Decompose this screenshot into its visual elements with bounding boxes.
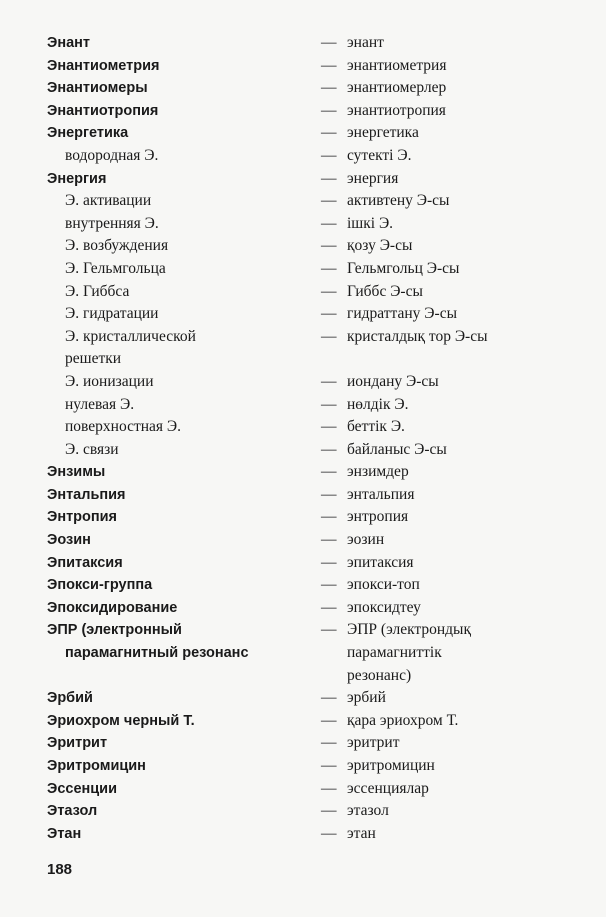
entry-dash: — bbox=[321, 169, 337, 187]
dictionary-entry bbox=[47, 778, 587, 801]
entry-dash: — bbox=[321, 146, 337, 164]
dictionary-entry bbox=[47, 597, 587, 620]
entry-translation: энергия bbox=[347, 169, 399, 187]
entry-translation: этазол bbox=[347, 802, 389, 820]
entry-term: Э. Гиббса bbox=[65, 282, 130, 300]
entry-translation: гидраттану Э-сы bbox=[347, 305, 457, 323]
dictionary-entry bbox=[47, 823, 587, 846]
dictionary-entry bbox=[47, 574, 587, 597]
dictionary-entry bbox=[47, 281, 587, 304]
entry-dash: — bbox=[321, 711, 337, 729]
page-number: 188 bbox=[47, 861, 73, 878]
dictionary-entry bbox=[47, 732, 587, 755]
entry-dash: — bbox=[321, 395, 337, 413]
entry-term: Эпоксидирование bbox=[47, 599, 178, 616]
dictionary-entry bbox=[47, 77, 587, 100]
entry-translation: активтену Э-сы bbox=[347, 192, 450, 210]
entry-dash: — bbox=[321, 418, 337, 436]
entry-term: Энтальпия bbox=[47, 486, 126, 503]
entry-dash: — bbox=[321, 734, 337, 752]
entry-term: Эриохром черный Т. bbox=[47, 712, 195, 729]
entry-dash: — bbox=[321, 237, 337, 255]
dictionary-entry bbox=[47, 484, 587, 507]
entry-term: Энантиомеры bbox=[47, 80, 148, 97]
entry-translation: ЭПР (электрондық bbox=[347, 621, 471, 639]
dictionary-entry bbox=[47, 55, 587, 78]
entry-dash: — bbox=[321, 259, 337, 277]
entry-term: Энергия bbox=[47, 170, 107, 187]
entry-dash: — bbox=[321, 463, 337, 481]
entry-dash: — bbox=[321, 531, 337, 549]
entry-term: Этан bbox=[47, 825, 82, 842]
entry-translation: Гиббс Э-сы bbox=[347, 282, 423, 300]
entry-translation: эритрит bbox=[347, 734, 400, 752]
dictionary-entry bbox=[47, 439, 587, 462]
entry-term: Этазол bbox=[47, 803, 98, 820]
entry-dash: — bbox=[321, 824, 337, 842]
entry-translation: кристалдық тор Э-сы bbox=[347, 327, 488, 345]
entry-dash: — bbox=[321, 598, 337, 616]
entry-term: поверхностная Э. bbox=[65, 418, 182, 436]
dictionary-entry bbox=[47, 416, 587, 439]
entry-term: Энант bbox=[47, 35, 90, 51]
entry-term: Э. активации bbox=[65, 192, 152, 210]
entry-dash: — bbox=[321, 192, 337, 210]
dictionary-entry bbox=[47, 213, 587, 236]
dictionary-entry bbox=[47, 371, 587, 394]
entry-translation: энергетика bbox=[347, 124, 419, 142]
entry-term: Энтропия bbox=[47, 509, 118, 526]
entry-dash: — bbox=[321, 34, 337, 51]
entry-dash: — bbox=[321, 56, 337, 74]
entry-dash: — bbox=[321, 305, 337, 323]
entry-term: Э. возбуждения bbox=[65, 237, 169, 255]
entry-term: Э. Гельмгольца bbox=[65, 259, 166, 277]
dictionary-entry bbox=[47, 642, 587, 665]
entry-translation: қара эриохром Т. bbox=[347, 711, 459, 729]
dictionary-entry bbox=[47, 122, 587, 145]
entry-translation: иондану Э-сы bbox=[347, 372, 439, 390]
dictionary-entry bbox=[47, 529, 587, 552]
entry-translation: ішкі Э. bbox=[347, 214, 394, 232]
entry-dash: — bbox=[321, 124, 337, 142]
dictionary-entry bbox=[47, 348, 587, 371]
dictionary-entry bbox=[47, 665, 587, 688]
entry-term: решетки bbox=[65, 350, 122, 368]
entry-dash: — bbox=[321, 779, 337, 797]
dictionary-entry bbox=[47, 190, 587, 213]
entry-term: внутренняя Э. bbox=[65, 214, 159, 232]
dictionary-entry bbox=[47, 100, 587, 123]
entry-translation: резонанс) bbox=[347, 666, 412, 684]
entry-dash: — bbox=[321, 508, 337, 526]
entry-translation: қозу Э-сы bbox=[347, 237, 413, 255]
entry-translation: энантиометрия bbox=[347, 56, 447, 74]
entry-dash: — bbox=[321, 79, 337, 97]
entry-translation: беттік Э. bbox=[347, 418, 405, 436]
dictionary-entry bbox=[47, 506, 587, 529]
entry-translation: парамагниттік bbox=[347, 644, 442, 662]
entry-translation: эрбий bbox=[347, 689, 386, 707]
entry-translation: энант bbox=[347, 34, 384, 51]
entry-term: Э. кристаллической bbox=[65, 327, 196, 345]
dictionary-entry bbox=[47, 303, 587, 326]
dictionary-entry bbox=[47, 32, 587, 55]
entry-dash: — bbox=[321, 485, 337, 503]
entry-term: Эссенции bbox=[47, 780, 118, 797]
entry-term: Эпитаксия bbox=[47, 554, 123, 571]
entry-translation: нөлдік Э. bbox=[347, 395, 409, 413]
entry-term: Энантиометрия bbox=[47, 57, 160, 74]
entry-dash: — bbox=[321, 372, 337, 390]
entry-translation: эпоксидтеу bbox=[347, 598, 421, 616]
dictionary-entry bbox=[47, 461, 587, 484]
entry-dash: — bbox=[321, 101, 337, 119]
entry-term: парамагнитный резонанс bbox=[65, 645, 249, 662]
entry-translation: энзимдер bbox=[347, 463, 409, 481]
dictionary-entry bbox=[47, 394, 587, 417]
entry-translation: эссенциялар bbox=[347, 779, 429, 797]
entry-term: Эритромицин bbox=[47, 758, 146, 774]
entry-translation: сутекті Э. bbox=[347, 146, 412, 164]
dictionary-entry bbox=[47, 235, 587, 258]
entry-term: Эозин bbox=[47, 532, 91, 549]
entry-dash: — bbox=[321, 553, 337, 571]
dictionary-entry bbox=[47, 619, 587, 642]
entry-translation: энтропия bbox=[347, 508, 409, 526]
dictionary-entry bbox=[47, 687, 587, 710]
entry-translation: Гельмгольц Э-сы bbox=[347, 259, 460, 277]
entry-translation: байланыс Э-сы bbox=[347, 440, 447, 458]
entry-term: Энзимы bbox=[47, 464, 106, 481]
entry-term: ЭПР (электронный bbox=[47, 622, 182, 639]
entry-dash: — bbox=[321, 214, 337, 232]
dictionary-entry bbox=[47, 258, 587, 281]
entry-dash: — bbox=[321, 757, 337, 774]
entry-translation: энтальпия bbox=[347, 485, 415, 503]
entry-dash: — bbox=[321, 689, 337, 707]
entry-dash: — bbox=[321, 440, 337, 458]
entry-dash: — bbox=[321, 576, 337, 594]
entry-dash: — bbox=[321, 282, 337, 300]
entry-term: Эпокси-группа bbox=[47, 577, 153, 594]
entry-translation: эпокси-топ bbox=[347, 576, 420, 594]
dictionary-entry bbox=[47, 326, 587, 349]
dictionary-entry bbox=[47, 552, 587, 575]
entry-dash: — bbox=[321, 327, 337, 345]
entry-translation: этан bbox=[347, 824, 376, 842]
entry-translation: эпитаксия bbox=[347, 553, 414, 571]
dictionary-entry bbox=[47, 755, 587, 778]
entry-translation: эозин bbox=[347, 531, 385, 549]
entry-translation: энантиомерлер bbox=[347, 79, 447, 97]
dictionary-entry bbox=[47, 710, 587, 733]
dictionary-entry bbox=[47, 168, 587, 191]
entry-term: нулевая Э. bbox=[65, 395, 135, 413]
entry-term: Эрбий bbox=[47, 690, 93, 707]
dictionary-entry bbox=[47, 800, 587, 823]
entry-term: Э. гидратации bbox=[65, 305, 159, 323]
entry-term: Энергетика bbox=[47, 125, 129, 142]
entry-term: Энантиотропия bbox=[47, 102, 159, 119]
entry-dash: — bbox=[321, 621, 337, 639]
entry-term: Э. ионизации bbox=[65, 372, 154, 390]
dictionary-entry bbox=[47, 145, 587, 168]
entry-term: водородная Э. bbox=[65, 146, 159, 164]
entry-list bbox=[47, 32, 587, 845]
entry-dash: — bbox=[321, 802, 337, 820]
entry-translation: эритромицин bbox=[347, 757, 435, 774]
entry-term: Э. связи bbox=[65, 440, 119, 458]
entry-translation: энантиотропия bbox=[347, 101, 446, 119]
entry-term: Эритрит bbox=[47, 735, 108, 752]
